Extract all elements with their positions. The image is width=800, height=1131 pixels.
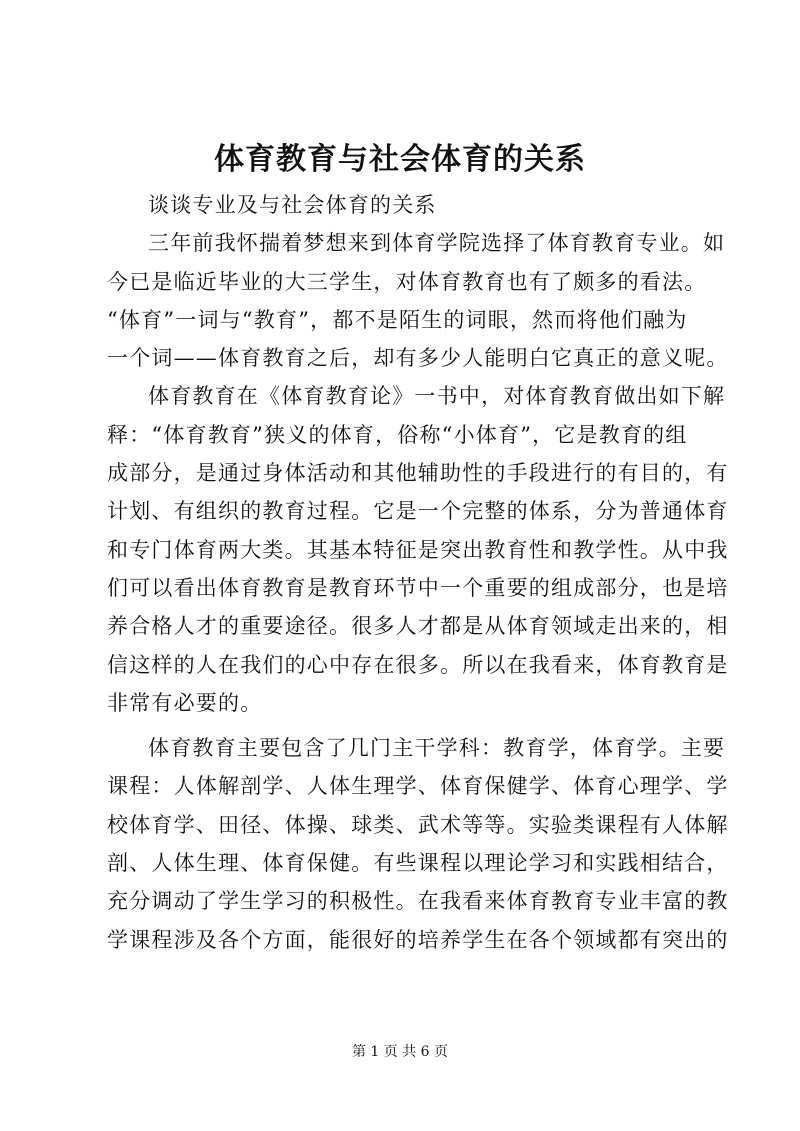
paragraph-2-line: 释：“体育教育”狭义的体育，俗称“小体育”，它是教育的组	[107, 422, 688, 447]
paragraph-3-line: 体育教育主要包含了几门主干学科：教育学，体育学。主要	[148, 736, 726, 761]
paragraph-1-line: 一个词——体育教育之后，却有多少人能明白它真正的意义呢。	[107, 346, 729, 371]
paragraph-2-line: 和专门体育两大类。其基本特征是突出教育性和教学性。从中我	[107, 537, 729, 562]
paragraph-spacer	[107, 722, 707, 729]
paragraph-1-line: 今已是临近毕业的大三学生，对体育教育也有了颇多的看法。	[107, 269, 707, 294]
paragraph-3-line: 剖、人体生理、体育保健。有些课程以理论学习和实践相结合，	[107, 851, 729, 876]
paragraph-3-line: 校体育学、田径、体操、球类、武术等等。实验类课程有人体解	[107, 812, 729, 837]
subtitle-line: 谈谈专业及与社会体育的关系	[148, 193, 437, 217]
document-title: 体育教育与社会体育的关系	[214, 142, 586, 177]
page-footer: 第 1 页 共 6 页	[351, 1044, 449, 1060]
document-body	[107, 186, 729, 959]
paragraph-1-line: “体育”一词与“教育”，都不是陌生的词眼，然而将他们融为	[107, 307, 688, 332]
paragraph-1-line: 三年前我怀揣着梦想来到体育学院选择了体育教育专业。如	[148, 231, 726, 256]
paragraph-2-line: 非常有必要的。	[107, 690, 263, 715]
paragraph-2-line: 体育教育在《体育教育论》一书中，对体育教育做出如下解	[148, 384, 726, 409]
paragraph-3-line: 课程：人体解剖学、人体生理学、体育保健学、体育心理学、学	[107, 774, 729, 799]
paragraph-2-line: 们可以看出体育教育是教育环节中一个重要的组成部分，也是培	[107, 575, 729, 600]
paragraph-2-line: 计划、有组织的教育过程。它是一个完整的体系，分为普通体育	[107, 499, 729, 524]
paragraph-2-line: 养合格人才的重要途径。很多人才都是从体育领域走出来的，相	[107, 614, 729, 639]
paragraph-3-line: 学课程涉及各个方面，能很好的培养学生在各个领域都有突出的	[107, 927, 729, 952]
paragraph-2-line: 成部分，是通过身体活动和其他辅助性的手段进行的有目的，有	[107, 461, 729, 486]
paragraph-3-line: 充分调动了学生学习的积极性。在我看来体育教育专业丰富的教	[107, 889, 729, 914]
paragraph-2-line: 信这样的人在我们的心中存在很多。所以在我看来，体育教育是	[107, 652, 729, 677]
